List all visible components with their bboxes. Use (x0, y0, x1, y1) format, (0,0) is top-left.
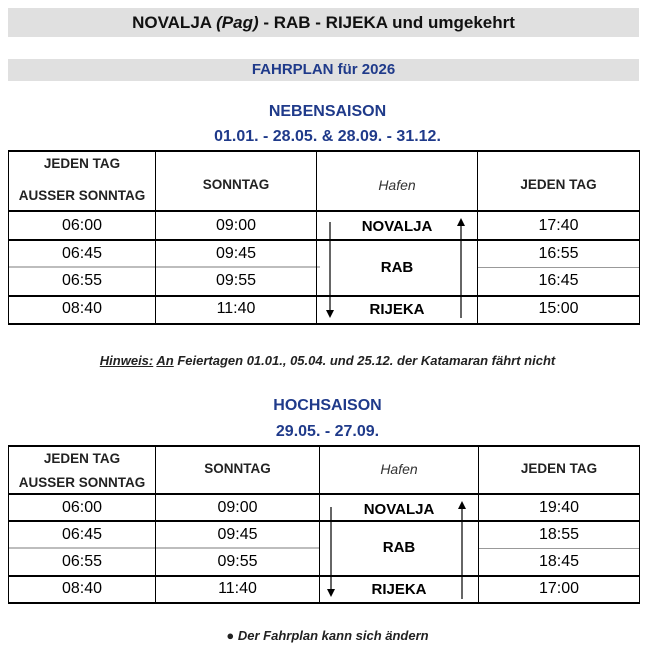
hochsaison-dates: 29.05. - 27.09. (275, 423, 380, 440)
port-rijeka: RIJEKA (371, 581, 427, 598)
return-time: 15:00 (538, 300, 579, 317)
arrow-down-icon (324, 220, 336, 320)
sunday-time: 09:55 (215, 272, 257, 289)
arrow-up-icon (456, 499, 468, 601)
title-part2: - RAB - RIJEKA und umgekehrt (258, 13, 515, 32)
col-hafen-header: Hafen (378, 177, 416, 193)
port-rijeka: RIJEKA (369, 301, 425, 318)
nebensaison-title: NEBENSAISON (268, 103, 387, 120)
port-novalja: NOVALJA (361, 218, 433, 235)
return-time: 16:45 (538, 272, 579, 289)
weekday-time: 06:55 (61, 272, 103, 289)
weekday-time: 06:45 (61, 245, 103, 262)
sunday-time: 11:40 (216, 300, 256, 317)
page-title (8, 8, 639, 37)
weekday-time: 06:00 (61, 217, 103, 234)
return-time: 17:40 (538, 217, 579, 234)
hinweis-text: Feiertagen 01.01., 05.04. und 25.12. der Katamaran fährt nicht (173, 353, 556, 368)
col-weekday-header-line2: AUSSER SONNTAG (18, 475, 146, 490)
col-return-header: JEDEN TAG (520, 177, 597, 192)
footer-note (0, 628, 655, 643)
holiday-note (0, 353, 655, 368)
col-weekday-header-line1: JEDEN TAG (43, 156, 121, 171)
weekday-time: 08:40 (61, 580, 103, 597)
port-novalja: NOVALJA (363, 501, 435, 518)
sunday-time: 09:45 (215, 245, 257, 262)
port-rab: RAB (380, 259, 414, 276)
return-time: 17:00 (538, 580, 580, 597)
sunday-time: 09:00 (215, 217, 257, 234)
col-sunday-header: SONNTAG (202, 177, 270, 192)
hinweis-label: Hinweis: (99, 353, 154, 368)
col-weekday-header-line2: AUSSER SONNTAG (18, 188, 146, 203)
weekday-time: 08:40 (61, 300, 103, 317)
arrow-down-icon (325, 505, 337, 601)
col-weekday-header-line1: JEDEN TAG (43, 451, 121, 466)
port-rab: RAB (382, 539, 416, 556)
col-hafen-header: Hafen (380, 461, 418, 477)
weekday-time: 06:00 (61, 499, 103, 516)
weekday-time: 06:55 (61, 553, 103, 570)
sunday-time: 11:40 (218, 580, 257, 597)
title-pag: (Pag) (216, 13, 259, 32)
weekday-time: 06:45 (61, 526, 103, 543)
arrow-up-icon (455, 216, 467, 320)
plan-heading: FAHRPLAN für 2026 (8, 59, 639, 81)
bullet-icon: ● (226, 628, 235, 643)
return-time: 16:55 (538, 245, 579, 262)
col-sunday-header: SONNTAG (204, 461, 271, 476)
col-return-header: JEDEN TAG (520, 461, 598, 476)
sunday-time: 09:55 (217, 553, 258, 570)
footer-text: Der Fahrplan kann sich ändern (237, 628, 429, 643)
nebensaison-table (8, 150, 640, 325)
nebensaison-dates: 01.01. - 28.05. & 28.09. - 31.12. (214, 128, 441, 145)
hochsaison-title: HOCHSAISON (273, 397, 382, 414)
sunday-time: 09:00 (217, 499, 258, 516)
return-time: 19:40 (538, 499, 580, 516)
return-time: 18:55 (538, 526, 580, 543)
title-part1: NOVALJA (132, 13, 217, 32)
hinweis-an: An (156, 353, 174, 368)
sunday-time: 09:45 (217, 526, 258, 543)
hochsaison-table (8, 445, 640, 605)
return-time: 18:45 (538, 553, 580, 570)
